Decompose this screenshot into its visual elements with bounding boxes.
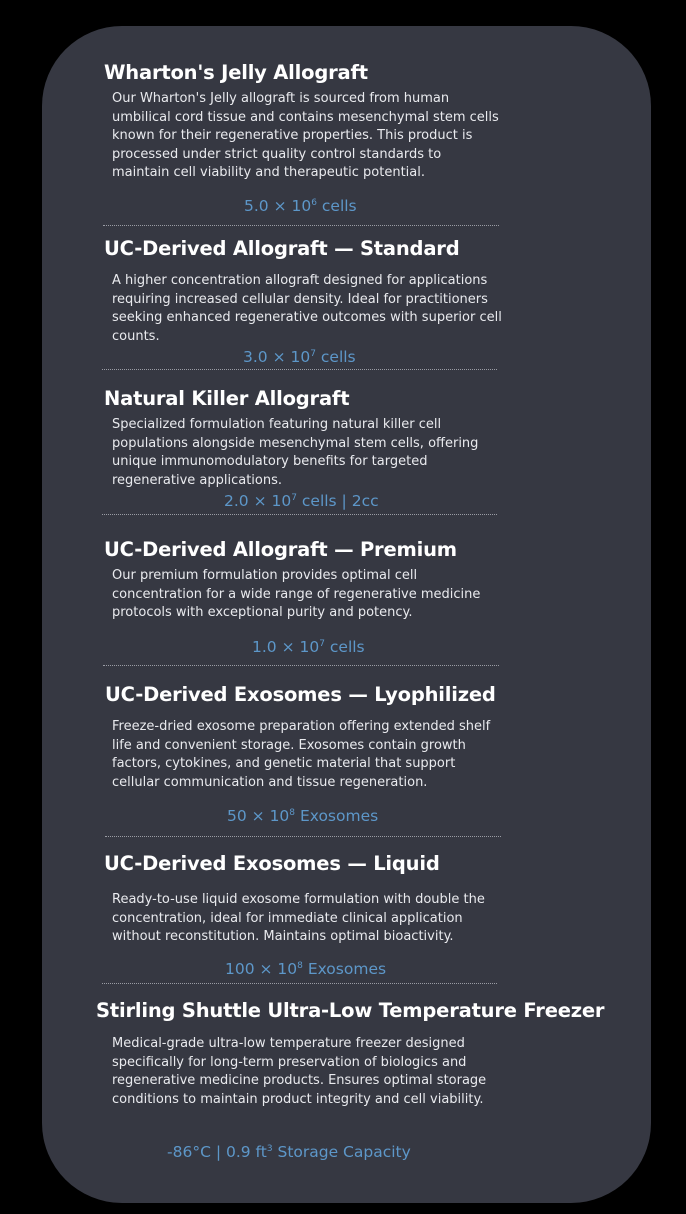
product-title: Wharton's Jelly Allograft [104,61,368,84]
product-spec: $100 \times 10^8$ Exosomes [225,960,387,978]
product-description: Ready-to-use liquid exosome formulation with double the concentration, ideal for immediate clinical application without reconstitution. Maintains optimal bioactivity. [112,892,485,944]
product-spec: -86°C | 0.9 $ft^3$ Storage Capacity [167,1143,411,1161]
product-description: Our premium formulation provides optimal cell concentration for a wide range of regenerative medicine protocols with exceptional purity and potency. [112,568,481,620]
product-spec: $5.0 \times 10^6$ cells [244,197,357,215]
divider [102,983,497,984]
divider [103,665,499,666]
product-spec: $3.0 \times 10^7$ cells [243,348,356,366]
product-title: Stirling Shuttle Ultra-Low Temperature Freezer [96,999,605,1022]
product-spec: $1.0 \times 10^7$ cells [252,638,365,656]
product-description: Specialized formulation featuring natural killer cell populations alongside mesenchymal stem cells, offering unique immunomodulatory benefits for targeted regenerative applications. [112,417,479,488]
product-description: A higher concentration allograft designed for applications requiring increased cellular density. Ideal for practitioners seeking enhanced regenerative outcomes with superior cell counts. [112,273,502,344]
product-description: Medical-grade ultra-low temperature freezer designed specifically for long-term preservation of biologics and regenerative medicine products. Ensures optimal storage conditions to maintain product integrity and cell viability. [112,1036,487,1107]
divider [102,369,497,370]
divider [102,514,497,515]
product-title: UC-Derived Allograft — Premium [104,538,457,561]
product-title: UC-Derived Exosomes — Lyophilized [105,683,496,706]
product-title: UC-Derived Allograft — Standard [104,237,460,260]
divider [105,836,501,837]
product-description: Our Wharton's Jelly allograft is sourced from human umbilical cord tissue and contains mesenchymal stem cells known for their regenerative properties. This product is processed under strict quality control standards to maintain cell viability and therapeutic potential. [112,91,499,180]
divider [103,225,499,226]
product-title: UC-Derived Exosomes — Liquid [104,852,440,875]
product-spec: $50 \times 10^8$ Exosomes [227,807,379,825]
product-description: Freeze-dried exosome preparation offering extended shelf life and convenient storage. Exosomes contain growth factors, cytokines, and genetic material that support cellular communication and tissue regeneration. [112,719,491,790]
product-spec: $2.0 \times 10^7$ cells | 2cc [224,492,379,510]
product-title: Natural Killer Allograft [104,387,350,410]
